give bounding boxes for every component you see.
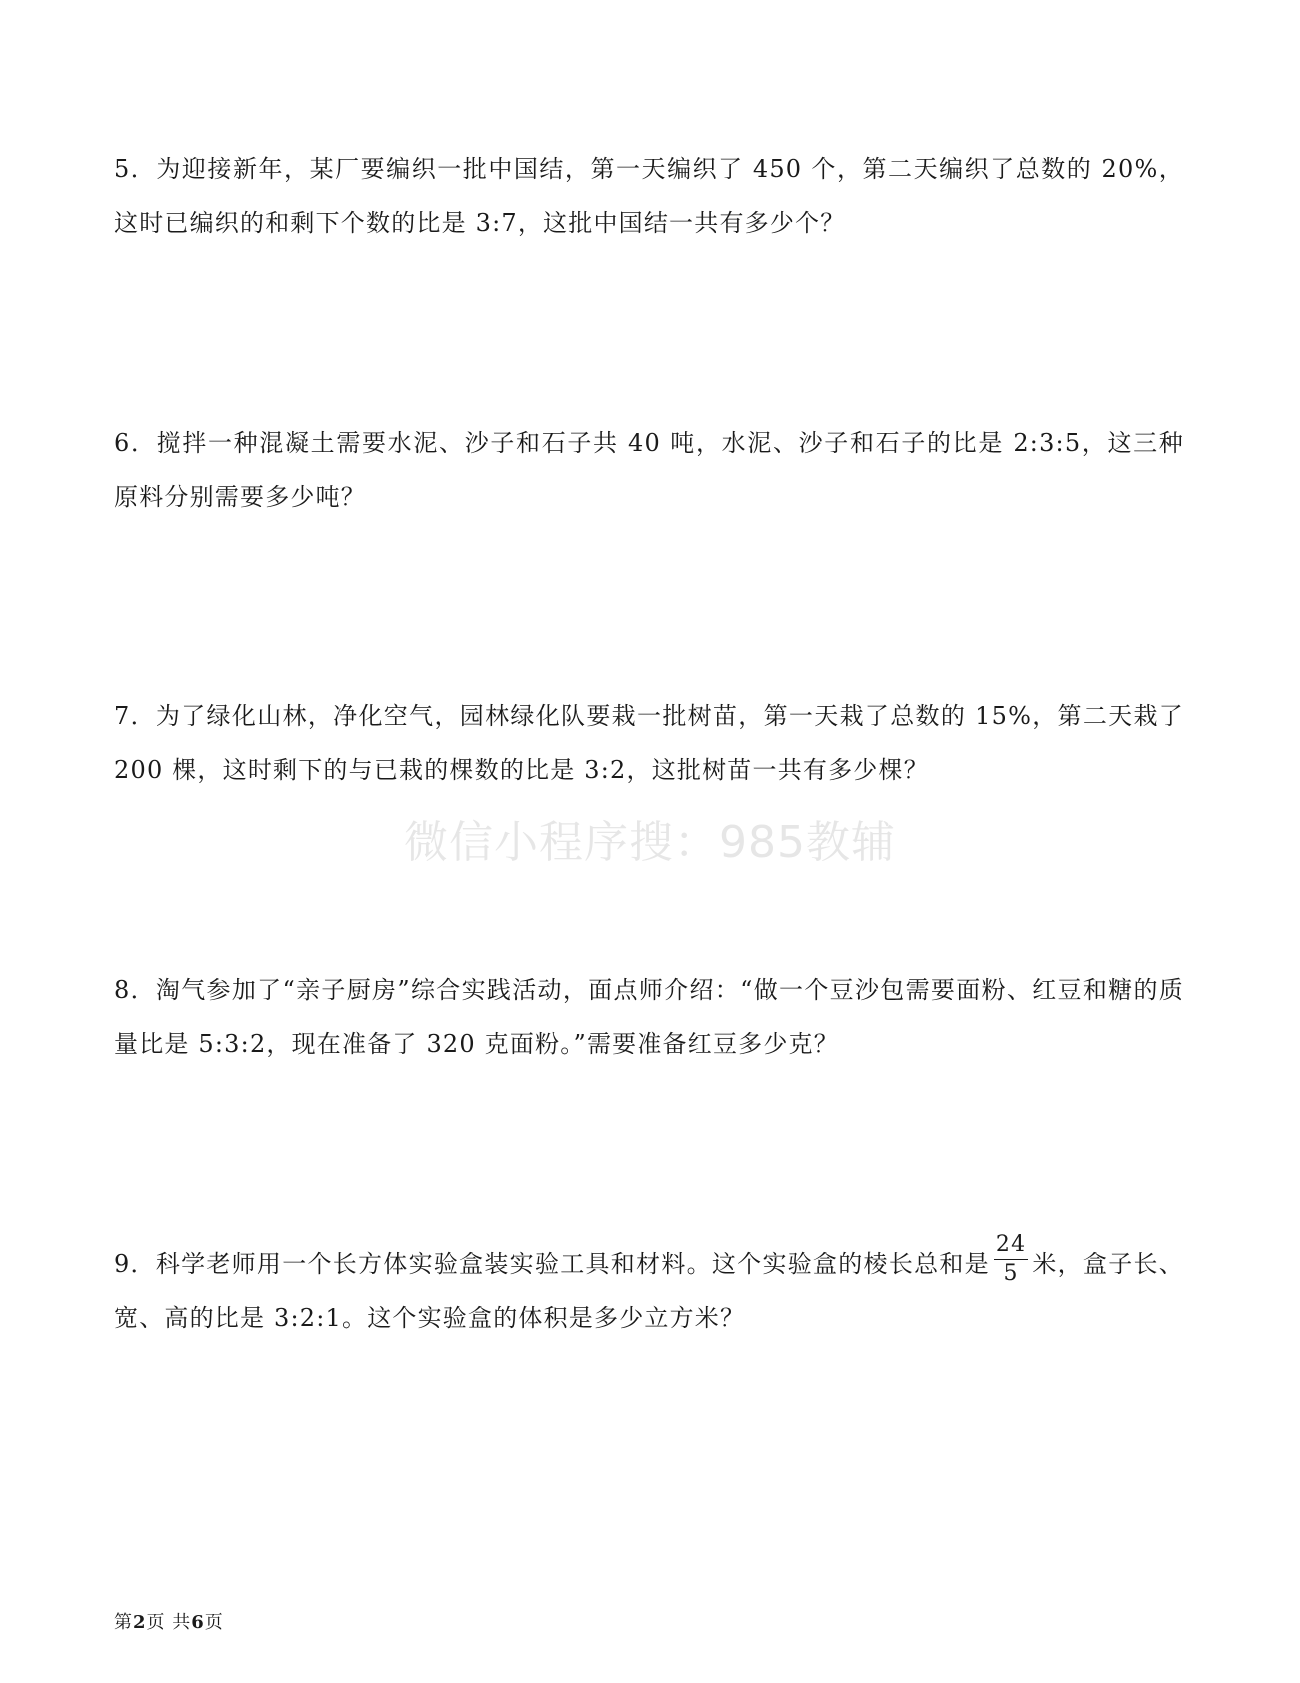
fraction-denominator: 5 [1003, 1261, 1019, 1286]
question-8: 8．淘气参加了“亲子厨房”综合实践活动，面点师介绍：“做一个豆沙包需要面粉、红豆和糖的质量比是 5:3:2，现在准备了 320 克面粉。”需要准备红豆多少克？ [114, 976, 1184, 1058]
question-9 [114, 1232, 1184, 1345]
question-9-text-before: 9．科学老师用一个长方体实验盒装实验工具和材料。这个实验盒的棱长总和是 [114, 1250, 990, 1278]
watermark: 微信小程序搜：985教辅 [404, 817, 896, 868]
question-6: 6．搅拌一种混凝土需要水泥、沙子和石子共 40 吨，水泥、沙子和石子的比是 2:3:5，这三种原料分别需要多少吨？ [114, 429, 1184, 511]
fraction [994, 1234, 1028, 1285]
page-footer [114, 1608, 224, 1634]
question-9-text-after: 米，盒子长、宽、高的比是 3:2:1。这个实验盒的体积是多少立方米？ [114, 1250, 1184, 1332]
footer-suffix: 页 [204, 1612, 224, 1633]
footer-prefix: 第 [114, 1612, 133, 1633]
footer-total-pages: 6 [191, 1612, 205, 1633]
footer-current-page: 2 [133, 1612, 147, 1633]
fraction-numerator: 24 [994, 1234, 1028, 1260]
question-7: 7．为了绿化山林，净化空气，园林绿化队要栽一批树苗，第一天栽了总数的 15%，第二天栽了 200 棵，这时剩下的与已栽的棵数的比是 3:2，这批树苗一共有多少棵？ [114, 702, 1184, 784]
footer-middle: 页 共 [146, 1612, 192, 1633]
question-5: 5．为迎接新年，某厂要编织一批中国结，第一天编织了 450 个，第二天编织了总数的 20%，这时已编织的和剩下个数的比是 3:7，这批中国结一共有多少个？ [114, 155, 1184, 237]
